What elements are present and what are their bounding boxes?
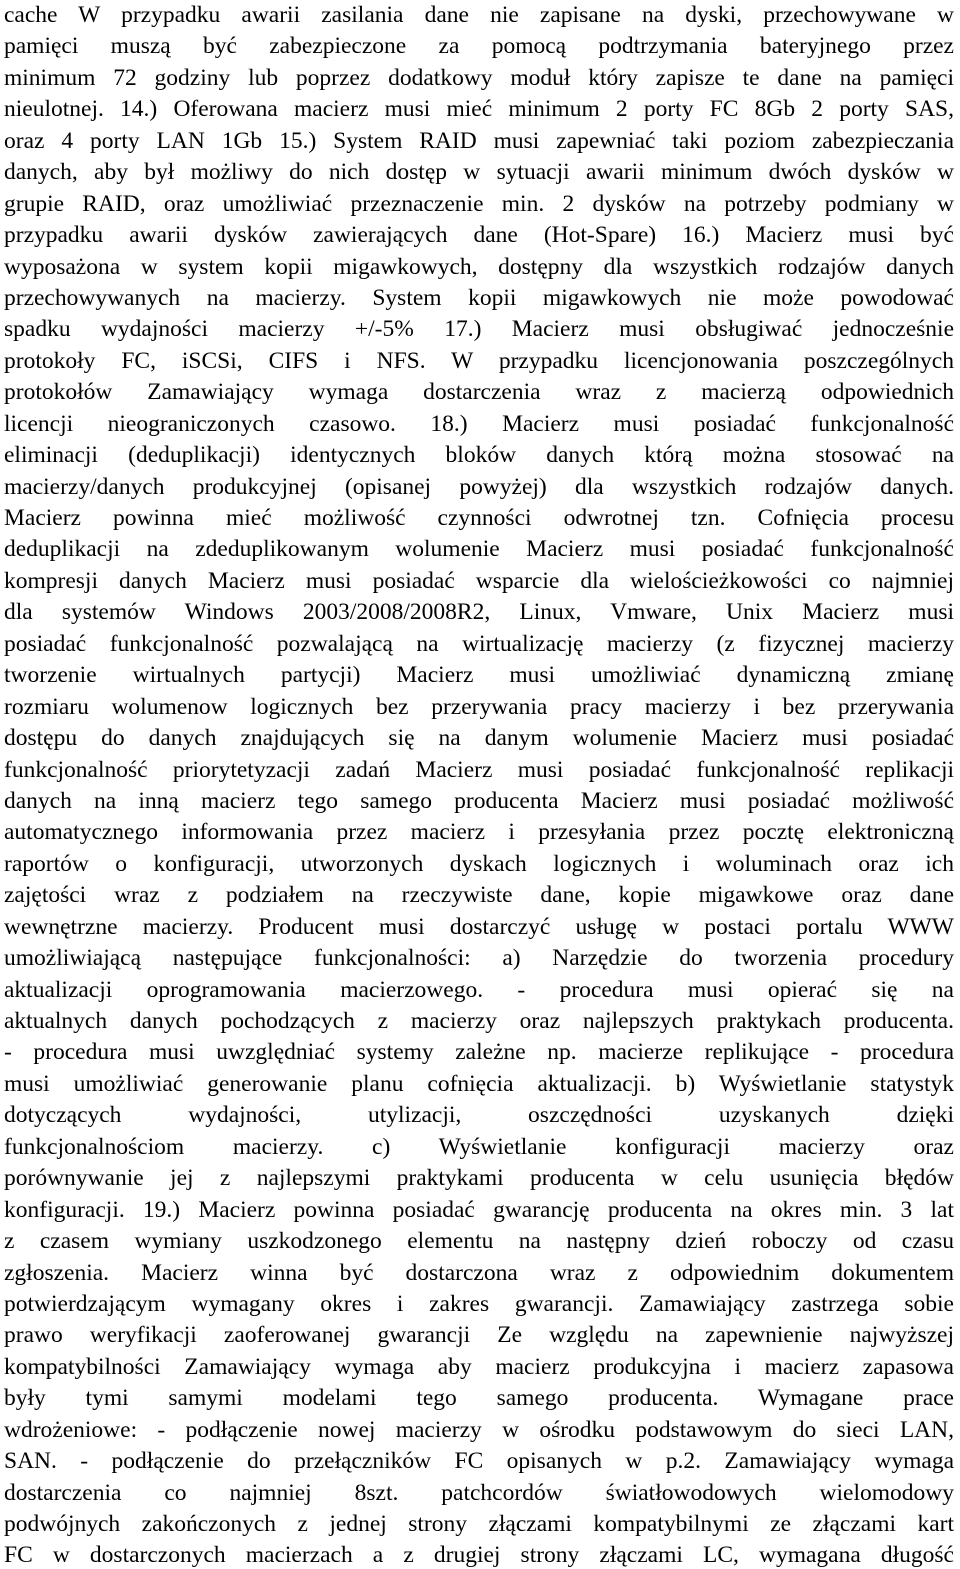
text-line: posiadać funkcjonalność pozwalającą na wirtualizację macierzy (z fizycznej macierzy — [4, 630, 954, 657]
text-line: zajętości wraz z podziałem na rzeczywiste dane, kopie migawkowe oraz dane — [4, 882, 954, 909]
text-line: aktualizacji oprogramowania macierzowego. - procedura musi opierać się na — [4, 976, 954, 1003]
text-line: dostępu do danych znajdujących się na danym wolumenie Macierz musi posiadać — [4, 725, 954, 752]
text-line: oraz 4 porty LAN 1Gb 15.) System RAID musi zapewniać taki poziom zabezpieczania — [4, 127, 954, 154]
text-line: wyposażona w system kopii migawkowych, dostępny dla wszystkich rodzajów danych — [4, 253, 954, 280]
text-line: wewnętrzne macierzy. Producent musi dostarczyć usługę w postaci portalu WWW — [4, 913, 954, 940]
text-line: danych, aby był możliwy do nich dostęp w sytuacji awarii minimum dwóch dysków w — [4, 159, 954, 186]
text-line: protokołów Zamawiający wymaga dostarczenia wraz z macierzą odpowiednich — [4, 379, 954, 406]
text-line: wdrożeniowe: - podłączenie nowej macierzy w ośrodku podstawowym do sieci LAN, — [4, 1416, 954, 1443]
text-line: umożliwiającą następujące funkcjonalności: a) Narzędzie do tworzenia procedury — [4, 945, 954, 972]
text-line: kompresji danych Macierz musi posiadać wsparcie dla wielościeżkowości co najmniej — [4, 567, 954, 594]
text-line: nieulotnej. 14.) Oferowana macierz musi mieć minimum 2 porty FC 8Gb 2 porty SAS, — [4, 96, 954, 123]
text-line: spadku wydajności macierzy +/-5% 17.) Macierz musi obsługiwać jednocześnie — [4, 316, 954, 343]
text-line: eliminacji (deduplikacji) identycznych bloków danych którą można stosować na — [4, 442, 954, 469]
text-line: FC w dostarczonych macierzach a z drugiej strony złączami LC, wymagana długość — [4, 1542, 954, 1569]
text-line: licencji nieograniczonych czasowo. 18.) Macierz musi posiadać funkcjonalność — [4, 410, 954, 437]
text-line: grupie RAID, oraz umożliwiać przeznaczenie min. 2 dysków na potrzeby podmiany w — [4, 190, 954, 217]
text-line: automatycznego informowania przez macierz i przesyłania przez pocztę elektroniczną — [4, 819, 954, 846]
document-page — [4, 0, 954, 1569]
text-line: zgłoszenia. Macierz winna być dostarczona wraz z odpowiednim dokumentem — [4, 1259, 954, 1286]
text-line: dotyczących wydajności, utylizacji, oszczędności uzyskanych dzięki — [4, 1102, 954, 1129]
text-line: podwójnych zakończonych z jednej strony złączami kompatybilnymi ze złączami kart — [4, 1511, 954, 1537]
body-text — [4, 0, 954, 1569]
text-line: deduplikacji na zdeduplikowanym wolumenie Macierz musi posiadać funkcjonalność — [4, 536, 954, 563]
text-line: były tymi samymi modelami tego samego producenta. Wymagane prace — [4, 1385, 954, 1412]
text-line: prawo weryfikacji zaoferowanej gwarancji Ze względu na zapewnienie najwyższej — [4, 1322, 954, 1349]
text-line: SAN. - podłączenie do przełączników FC opisanych w p.2. Zamawiający wymaga — [4, 1448, 954, 1475]
text-line: aktualnych danych pochodzących z macierzy oraz najlepszych praktykach producenta. — [4, 1008, 954, 1034]
text-line: - procedura musi uwzględniać systemy zależne np. macierze replikujące - procedura — [4, 1039, 954, 1066]
text-line: potwierdzającym wymagany okres i zakres gwarancji. Zamawiający zastrzega sobie — [4, 1290, 954, 1317]
text-line: raportów o konfiguracji, utworzonych dyskach logicznych i woluminach oraz ich — [4, 850, 954, 877]
text-line: cache W przypadku awarii zasilania dane nie zapisane na dyski, przechowywane w — [4, 2, 954, 28]
text-line: z czasem wymiany uszkodzonego elementu na następny dzień roboczy od czasu — [4, 1228, 954, 1255]
text-line: minimum 72 godziny lub poprzez dodatkowy moduł który zapisze te dane na pamięci — [4, 64, 954, 91]
text-line: funkcjonalność priorytetyzacji zadań Macierz musi posiadać funkcjonalność replikacji — [4, 756, 954, 783]
text-line: porównywanie jej z najlepszymi praktykami producenta w celu usunięcia błędów — [4, 1165, 954, 1192]
text-line: protokoły FC, iSCSi, CIFS i NFS. W przypadku licencjonowania poszczególnych — [4, 347, 954, 374]
text-line: macierzy/danych produkcyjnej (opisanej powyżej) dla wszystkich rodzajów danych. — [4, 473, 954, 500]
text-line: rozmiaru wolumenow logicznych bez przerywania pracy macierzy i bez przerywania — [4, 693, 954, 720]
text-line: pamięci muszą być zabezpieczone za pomocą podtrzymania bateryjnego przez — [4, 33, 954, 60]
text-line: kompatybilności Zamawiający wymaga aby macierz produkcyjna i macierz zapasowa — [4, 1353, 954, 1380]
text-line: przypadku awarii dysków zawierających dane (Hot-Spare) 16.) Macierz musi być — [4, 222, 954, 249]
text-line: dostarczenia co najmniej 8szt. patchcordów światłowodowych wielomodowy — [4, 1479, 954, 1506]
text-line: musi umożliwiać generowanie planu cofnięcia aktualizacji. b) Wyświetlanie statystyk — [4, 1070, 954, 1097]
text-line: konfiguracji. 19.) Macierz powinna posiadać gwarancję producenta na okres min. 3 lat — [4, 1196, 954, 1223]
text-line: danych na inną macierz tego samego producenta Macierz musi posiadać możliwość — [4, 787, 954, 814]
text-line: przechowywanych na macierzy. System kopii migawkowych nie może powodować — [4, 284, 954, 311]
text-line: tworzenie wirtualnych partycji) Macierz musi umożliwiać dynamiczną zmianę — [4, 662, 954, 689]
text-line: funkcjonalnościom macierzy. c) Wyświetlanie konfiguracji macierzy oraz — [4, 1133, 954, 1160]
text-line: Macierz powinna mieć możliwość czynności odwrotnej tzn. Cofnięcia procesu — [4, 505, 954, 531]
text-line: dla systemów Windows 2003/2008/2008R2, Linux, Vmware, Unix Macierz musi — [4, 599, 954, 626]
